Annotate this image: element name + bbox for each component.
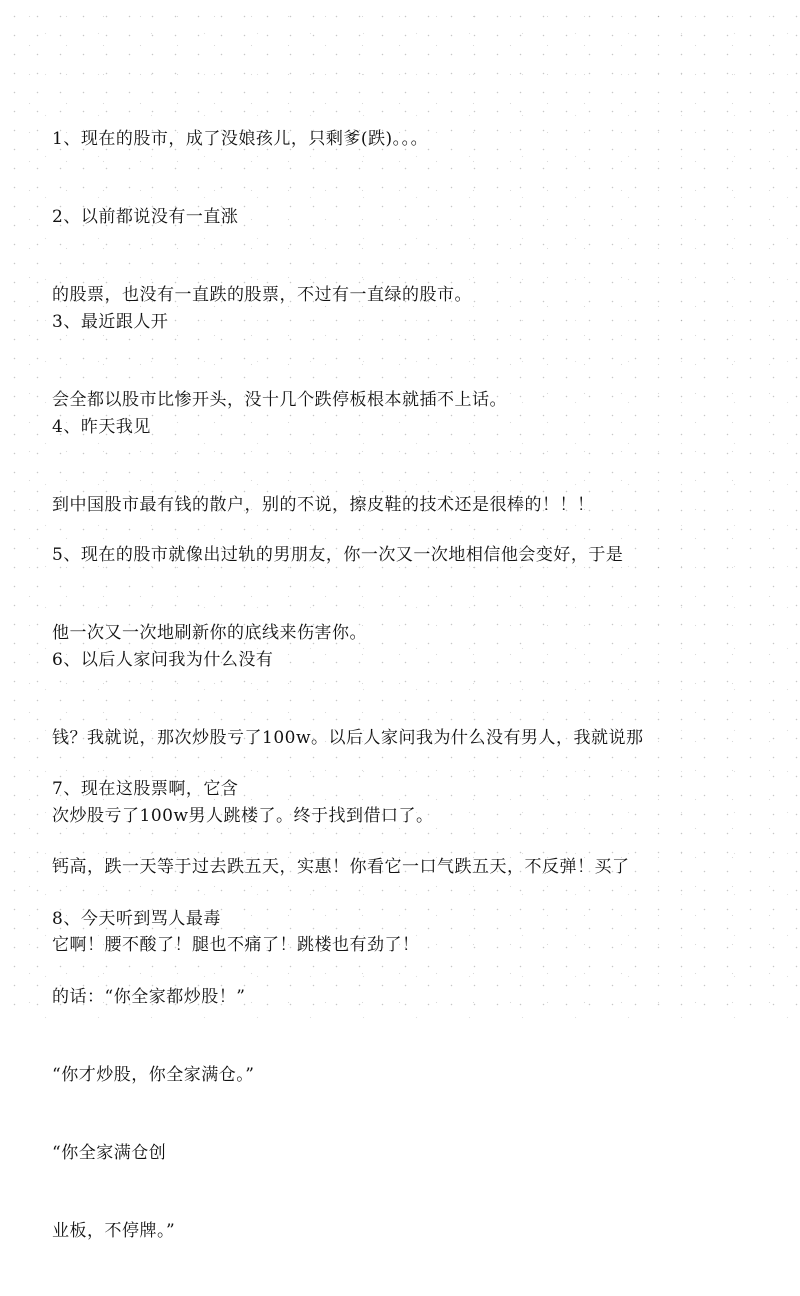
joke-6-line-2: 钱？我就说，那次炒股亏了100w。以后人家问我为什么没有男人，我就说那 <box>52 728 644 748</box>
joke-7-line-2: 钙高，跌一天等于过去跌五天，实惠！你看它一口气跌五天，不反弹！买了 <box>52 857 630 877</box>
joke-1-line-1: 1、现在的股市，成了没娘孩儿，只剩爹(跌)。。。 <box>52 129 429 149</box>
joke-8-line-2: 的话：“你全家都炒股！” <box>52 987 246 1007</box>
joke-4-line-2: 到中国股市最有钱的散户，别的不说，擦皮鞋的技术还是很棒的！！！ <box>52 495 595 515</box>
joke-5-line-1: 5、现在的股市就像出过轨的男朋友，你一次又一次地相信他会变好，于是 <box>52 545 624 565</box>
joke-7-line-3: 它啊！腰不酸了！腿也不痛了！跳楼也有劲了！ <box>52 935 420 955</box>
joke-3-line-1: 3、最近跟人开 <box>52 312 169 332</box>
joke-2-line-1: 2、以前都说没有一直涨 <box>52 207 239 227</box>
joke-8-line-5: 业板，不停牌。” <box>52 1221 176 1241</box>
joke-6-line-1: 6、以后人家问我为什么没有 <box>52 650 274 670</box>
joke-8 <box>52 854 752 1296</box>
joke-7-line-1: 7、现在这股票啊，它含 <box>52 779 239 799</box>
joke-3-line-2: 会全都以股市比惨开头，没十几个跌停板根本就插不上话。 <box>52 390 507 410</box>
joke-2-line-2: 的股票，也没有一直跌的股票，不过有一直绿的股市。 <box>52 285 472 305</box>
joke-8-line-1: 8、今天听到骂人最毒 <box>52 909 221 929</box>
joke-6-line-3: 次炒股亏了100w男人跳楼了。终于找到借口了。 <box>52 806 434 826</box>
joke-4-line-1: 4、昨天我见 <box>52 417 151 437</box>
joke-5-line-2: 他一次又一次地刷新你的底线来伤害你。 <box>52 623 367 643</box>
joke-8-line-4: “你全家满仓创 <box>52 1143 167 1163</box>
joke-8-line-3: “你才炒股，你全家满仓。” <box>52 1065 255 1085</box>
